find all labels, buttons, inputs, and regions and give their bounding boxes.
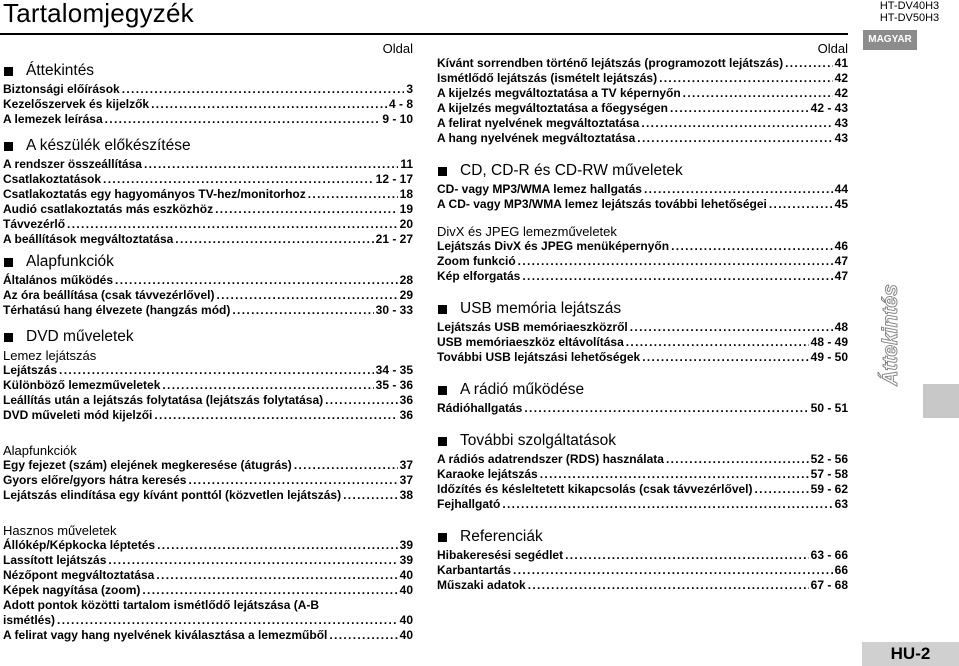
dot-leader [769,197,833,212]
toc-list [437,239,848,284]
toc-entry-title: Biztonsági előírások [3,82,120,96]
square-bullet-icon [4,333,13,342]
toc-entry[interactable] [437,335,848,350]
dot-leader [659,71,833,86]
toc-entry-page: 48 - 49 [810,335,848,349]
toc-entry-title: A kijelzés megváltoztatása a TV képernyőn [437,86,681,100]
toc-entry-page: 9 - 10 [382,112,413,126]
toc-entry-title: A felirat vagy hang nyelvének kiválasztása a lemezműből [3,628,328,642]
toc-entry-page: 36 [399,408,413,422]
toc-entry[interactable] [437,467,848,482]
toc-entry-title: A CD- vagy MP3/WMA lemez lejátszás további lehetőségei [437,197,767,211]
toc-entry[interactable] [437,269,848,284]
toc-entry[interactable] [3,628,413,643]
toc-entry-title: Kezelőszervek és kijelzők [3,97,150,111]
toc-entry-title: Leállítás után a lejátszás folytatása (lejátszás folytatása) [3,393,324,407]
toc-entry-page: 34 - 35 [375,363,413,377]
toc-entry-title: USB memóriaeszköz eltávolítása [437,335,624,349]
dot-leader [115,273,398,288]
section-heading: A készülék előkészítése [3,137,413,155]
toc-entry-title: A rendszer összeállítása [3,157,142,171]
toc-entry[interactable] [3,303,413,318]
toc-list [3,157,413,247]
dot-leader [522,269,832,284]
toc-entry-page: 28 [399,273,413,287]
section-heading: DVD műveletek [3,328,413,346]
toc-entry[interactable] [437,254,848,269]
toc-entry[interactable] [437,56,848,71]
toc-entry-title: Audió csatlakoztatás más eszközhöz [3,202,214,216]
toc-entry-title: Lejátszás USB memóriaeszközről [437,320,628,334]
toc-entry[interactable] [3,273,413,288]
toc-entry-title: A lemezek leírása [3,112,103,126]
section-heading: Alapfunkciók [3,253,413,271]
toc-list [437,56,848,146]
toc-entry-title: Egy fejezet (szám) elejének megkeresése (átugrás) [3,458,292,472]
toc-entry[interactable] [437,401,848,416]
toc-entry-title: Műszaki adatok [437,578,526,592]
toc-entry[interactable] [437,578,848,593]
subsection-heading: Alapfunkciók [3,443,77,458]
section-heading: Referenciák [437,528,848,546]
toc-entry[interactable] [3,473,413,488]
dot-leader [524,401,808,416]
page-column-label: Oldal [382,41,413,56]
toc-entry-page: 36 [399,393,413,407]
toc-entry-title: A kijelzés megváltoztatása a főegységen [437,101,668,115]
toc-entry[interactable] [3,217,413,232]
toc-entry-title: Karbantartás [437,563,512,577]
dot-leader [175,232,373,247]
toc-entry[interactable] [3,82,413,97]
toc-entry-title: A beállítások megváltoztatása [3,232,174,246]
toc-entry-title: Állókép/Képkocka léptetés [3,538,156,552]
language-tab: MAGYAR [863,30,917,50]
section-heading: A rádió működése [437,381,848,399]
toc-entry[interactable] [3,583,413,598]
toc-list [3,458,413,503]
toc-entry-title: Csatlakoztatás egy hagyományos TV-hez/monitorhoz [3,187,306,201]
toc-entry-page: 44 [834,182,848,196]
toc-entry[interactable] [437,197,848,212]
toc-entry[interactable] [437,497,848,512]
toc-entry[interactable] [3,598,413,613]
toc-entry[interactable] [437,86,848,101]
toc-left-column [3,42,413,643]
page-column-label: Oldal [817,41,848,56]
toc-entry-title: CD- vagy MP3/WMA lemez hallgatás [437,182,642,196]
toc-entry-title: Gyors előre/gyors hátra keresés [3,473,187,487]
square-bullet-icon [4,67,13,76]
toc-entry-title: Távvezérlő [3,217,66,231]
toc-entry-page: 39 [399,553,413,567]
toc-entry-page: 30 - 33 [375,303,413,317]
section-heading: CD, CD-R és CD-RW műveletek [437,162,848,180]
toc-entry-page: 66 [834,563,848,577]
toc-entry-title: ismétlés) [3,613,56,627]
toc-entry[interactable] [437,182,848,197]
dot-leader [785,56,833,71]
dot-leader [216,288,397,303]
toc-entry-page: 38 [399,488,413,502]
dot-leader [540,467,809,482]
dot-leader [565,548,809,563]
toc-entry[interactable] [3,112,413,127]
toc-entry-title: Kívánt sorrendben történő lejátszás (programozott lejátszás) [437,56,784,70]
toc-entry-title: Képek nagyítása (zoom) [3,583,141,597]
dot-leader [329,628,397,643]
dot-leader [325,393,398,408]
toc-list [437,548,848,593]
toc-entry-page: 40 [399,613,413,627]
toc-list [437,401,848,416]
dot-leader [59,363,374,378]
dot-leader [57,613,398,628]
dot-leader [156,568,397,583]
toc-entry-page: 63 [834,497,848,511]
toc-entry-page: 50 - 51 [810,401,848,415]
dot-leader [154,408,397,423]
dot-leader [683,86,833,101]
dot-leader [188,473,397,488]
dot-leader [122,82,405,97]
toc-entry-title: További USB lejátszási lehetőségek [437,350,641,364]
toc-entry[interactable] [3,97,413,112]
dot-leader [641,116,832,131]
toc-entry-page: 12 - 17 [375,172,413,186]
toc-entry-title: Kép elforgatás [437,269,521,283]
square-bullet-icon [4,258,13,267]
square-bullet-icon [438,533,447,542]
toc-entry-page: 63 - 66 [810,548,848,562]
toc-entry-page: 20 [399,217,413,231]
dot-leader [513,563,833,578]
toc-entry-title: A hang nyelvének megváltoztatása [437,131,636,145]
toc-entry-title: Különböző lemezműveletek [3,378,161,392]
toc-entry-title: Lejátszás [3,363,58,377]
dot-leader [626,335,809,350]
dot-leader [343,488,398,503]
dot-leader [294,458,398,473]
toc-entry-page: 46 [834,239,848,253]
toc-entry-title: Csatlakoztatások [3,172,102,186]
toc-entry[interactable] [3,172,413,187]
dot-leader [162,378,373,393]
section-marker [923,384,959,418]
toc-entry-title: Zoom funkció [437,254,516,268]
toc-entry-title: Karaoke lejátszás [437,467,538,481]
title-rule [0,33,848,35]
section-side-label: Áttekintés [879,284,902,386]
toc-entry[interactable] [3,202,413,217]
toc-entry-page: 40 [399,628,413,642]
toc-list [437,452,848,512]
dot-leader [518,254,833,269]
dot-leader [105,112,381,127]
toc-entry-page: 4 - 8 [388,97,413,111]
toc-entry[interactable] [437,116,848,131]
toc-entry[interactable] [3,363,413,378]
dot-leader [215,202,398,217]
dot-leader [666,452,809,467]
toc-entry[interactable] [437,452,848,467]
toc-entry-title: Az óra beállítása (csak távvezérlővel) [3,288,215,302]
toc-entry[interactable] [3,408,413,423]
dot-leader [157,538,398,553]
dot-leader [144,157,398,172]
square-bullet-icon [4,142,13,151]
toc-entry-page: 57 - 58 [810,467,848,481]
toc-entry-page: 59 - 62 [810,482,848,496]
dot-leader [670,101,809,116]
toc-entry-page: 11 [400,157,413,171]
toc-entry-page: 40 [399,568,413,582]
toc-entry-page: 37 [399,473,413,487]
section-heading: További szolgáltatások [437,432,848,450]
toc-entry-page: 48 [834,320,848,334]
toc-entry-title: A rádiós adatrendszer (RDS) használata [437,452,664,466]
toc-entry[interactable] [437,320,848,335]
toc-entry-page: 21 - 27 [375,232,413,246]
square-bullet-icon [438,305,447,314]
toc-entry-title: Időzítés és késleltetett kikapcsolás (csak távvezérlővel) [437,482,753,496]
toc-entry-page: 39 [399,538,413,552]
toc-list [3,363,413,423]
dot-leader [232,303,373,318]
toc-entry-page: 29 [399,288,413,302]
toc-list [3,538,413,643]
model-number: HT-DV40H3 [879,0,940,12]
toc-entry-title: Térhatású hang élvezete (hangzás mód) [3,303,231,317]
toc-entry-title: Általános működés [3,273,114,287]
toc-entry-title: Lejátszás elindítása egy kívánt ponttól (közvetlen lejátszás) [3,488,342,502]
toc-entry-page: 52 - 56 [810,452,848,466]
toc-list [3,273,413,318]
toc-entry[interactable] [3,488,413,503]
toc-entry-title: Adott pontok közötti tartalom ismétlődő lejátszása (A-B [3,598,320,612]
square-bullet-icon [438,437,447,446]
toc-entry-page: 43 [834,131,848,145]
toc-entry-title: Ismétlődő lejátszás (ismételt lejátszás) [437,71,658,85]
subsection-heading: Hasznos műveletek [3,523,117,538]
toc-entry-page: 42 [834,71,848,85]
toc-entry[interactable] [437,350,848,365]
dot-leader [637,131,832,146]
toc-entry-page: 47 [834,269,848,283]
toc-entry[interactable] [437,563,848,578]
dot-leader [755,482,809,497]
dot-leader [528,578,809,593]
toc-entry-page: 41 [834,56,848,70]
toc-entry-title: Lassított lejátszás [3,553,107,567]
toc-list [437,182,848,212]
toc-entry-page: 47 [834,254,848,268]
toc-entry-page: 49 - 50 [810,350,848,364]
toc-entry[interactable] [3,458,413,473]
toc-entry-page: 19 [399,202,413,216]
toc-entry-page: 45 [834,197,848,211]
toc-entry[interactable] [3,568,413,583]
toc-entry[interactable] [437,131,848,146]
toc-entry-title: Fejhallgató [437,497,501,511]
toc-entry-title: Hibakeresési segédlet [437,548,564,562]
toc-right-column [437,42,848,593]
dot-leader [630,320,833,335]
toc-entry[interactable] [3,187,413,202]
toc-entry[interactable] [3,613,413,628]
toc-entry-page: 67 - 68 [810,578,848,592]
toc-entry[interactable] [437,71,848,86]
dot-leader [151,97,387,112]
toc-entry[interactable] [437,239,848,254]
toc-entry-title: A felirat nyelvének megváltoztatása [437,116,640,130]
toc-entry-page: 40 [399,583,413,597]
toc-entry-page: 18 [399,187,413,201]
subsection-heading: Lemez lejátszás [3,348,97,363]
toc-list [3,82,413,127]
toc-entry[interactable] [3,157,413,172]
toc-entry-title: Lejátszás DivX és JPEG menüképernyőn [437,239,670,253]
toc-entry[interactable] [3,393,413,408]
toc-entry[interactable] [437,548,848,563]
toc-entry-page: 35 - 36 [375,378,413,392]
section-heading: USB memória lejátszás [437,300,848,318]
toc-entry[interactable] [3,538,413,553]
subsection-heading: DivX és JPEG lemezműveletek [437,224,617,239]
dot-leader [308,187,398,202]
model-number: HT-DV50H3 [879,12,940,24]
toc-list [437,320,848,365]
toc-entry-page: 43 [834,116,848,130]
toc-entry[interactable] [3,288,413,303]
square-bullet-icon [438,386,447,395]
toc-entry[interactable] [3,378,413,393]
dot-leader [502,497,832,512]
toc-entry-title: DVD műveleti mód kijelzői [3,408,153,422]
page-title: Tartalomjegyzék [3,0,194,28]
toc-entry[interactable] [437,101,848,116]
dot-leader [644,182,833,197]
section-heading: Áttekintés [3,62,413,80]
toc-entry-page: 37 [399,458,413,472]
square-bullet-icon [438,167,447,176]
dot-leader [642,350,808,365]
toc-entry-page: 42 [834,86,848,100]
toc-entry-title: Rádióhallgatás [437,401,523,415]
toc-entry[interactable] [3,232,413,247]
toc-entry-page: 3 [406,82,413,96]
dot-leader [671,239,833,254]
toc-entry[interactable] [437,482,848,497]
dot-leader [108,553,397,568]
toc-entry-page: 42 - 43 [810,101,848,115]
dot-leader [103,172,374,187]
model-numbers [860,0,959,24]
toc-entry[interactable] [3,553,413,568]
page-number: HU-2 [862,642,959,666]
dot-leader [67,217,398,232]
dot-leader [142,583,397,598]
toc-entry-title: Nézőpont megváltoztatása [3,568,155,582]
